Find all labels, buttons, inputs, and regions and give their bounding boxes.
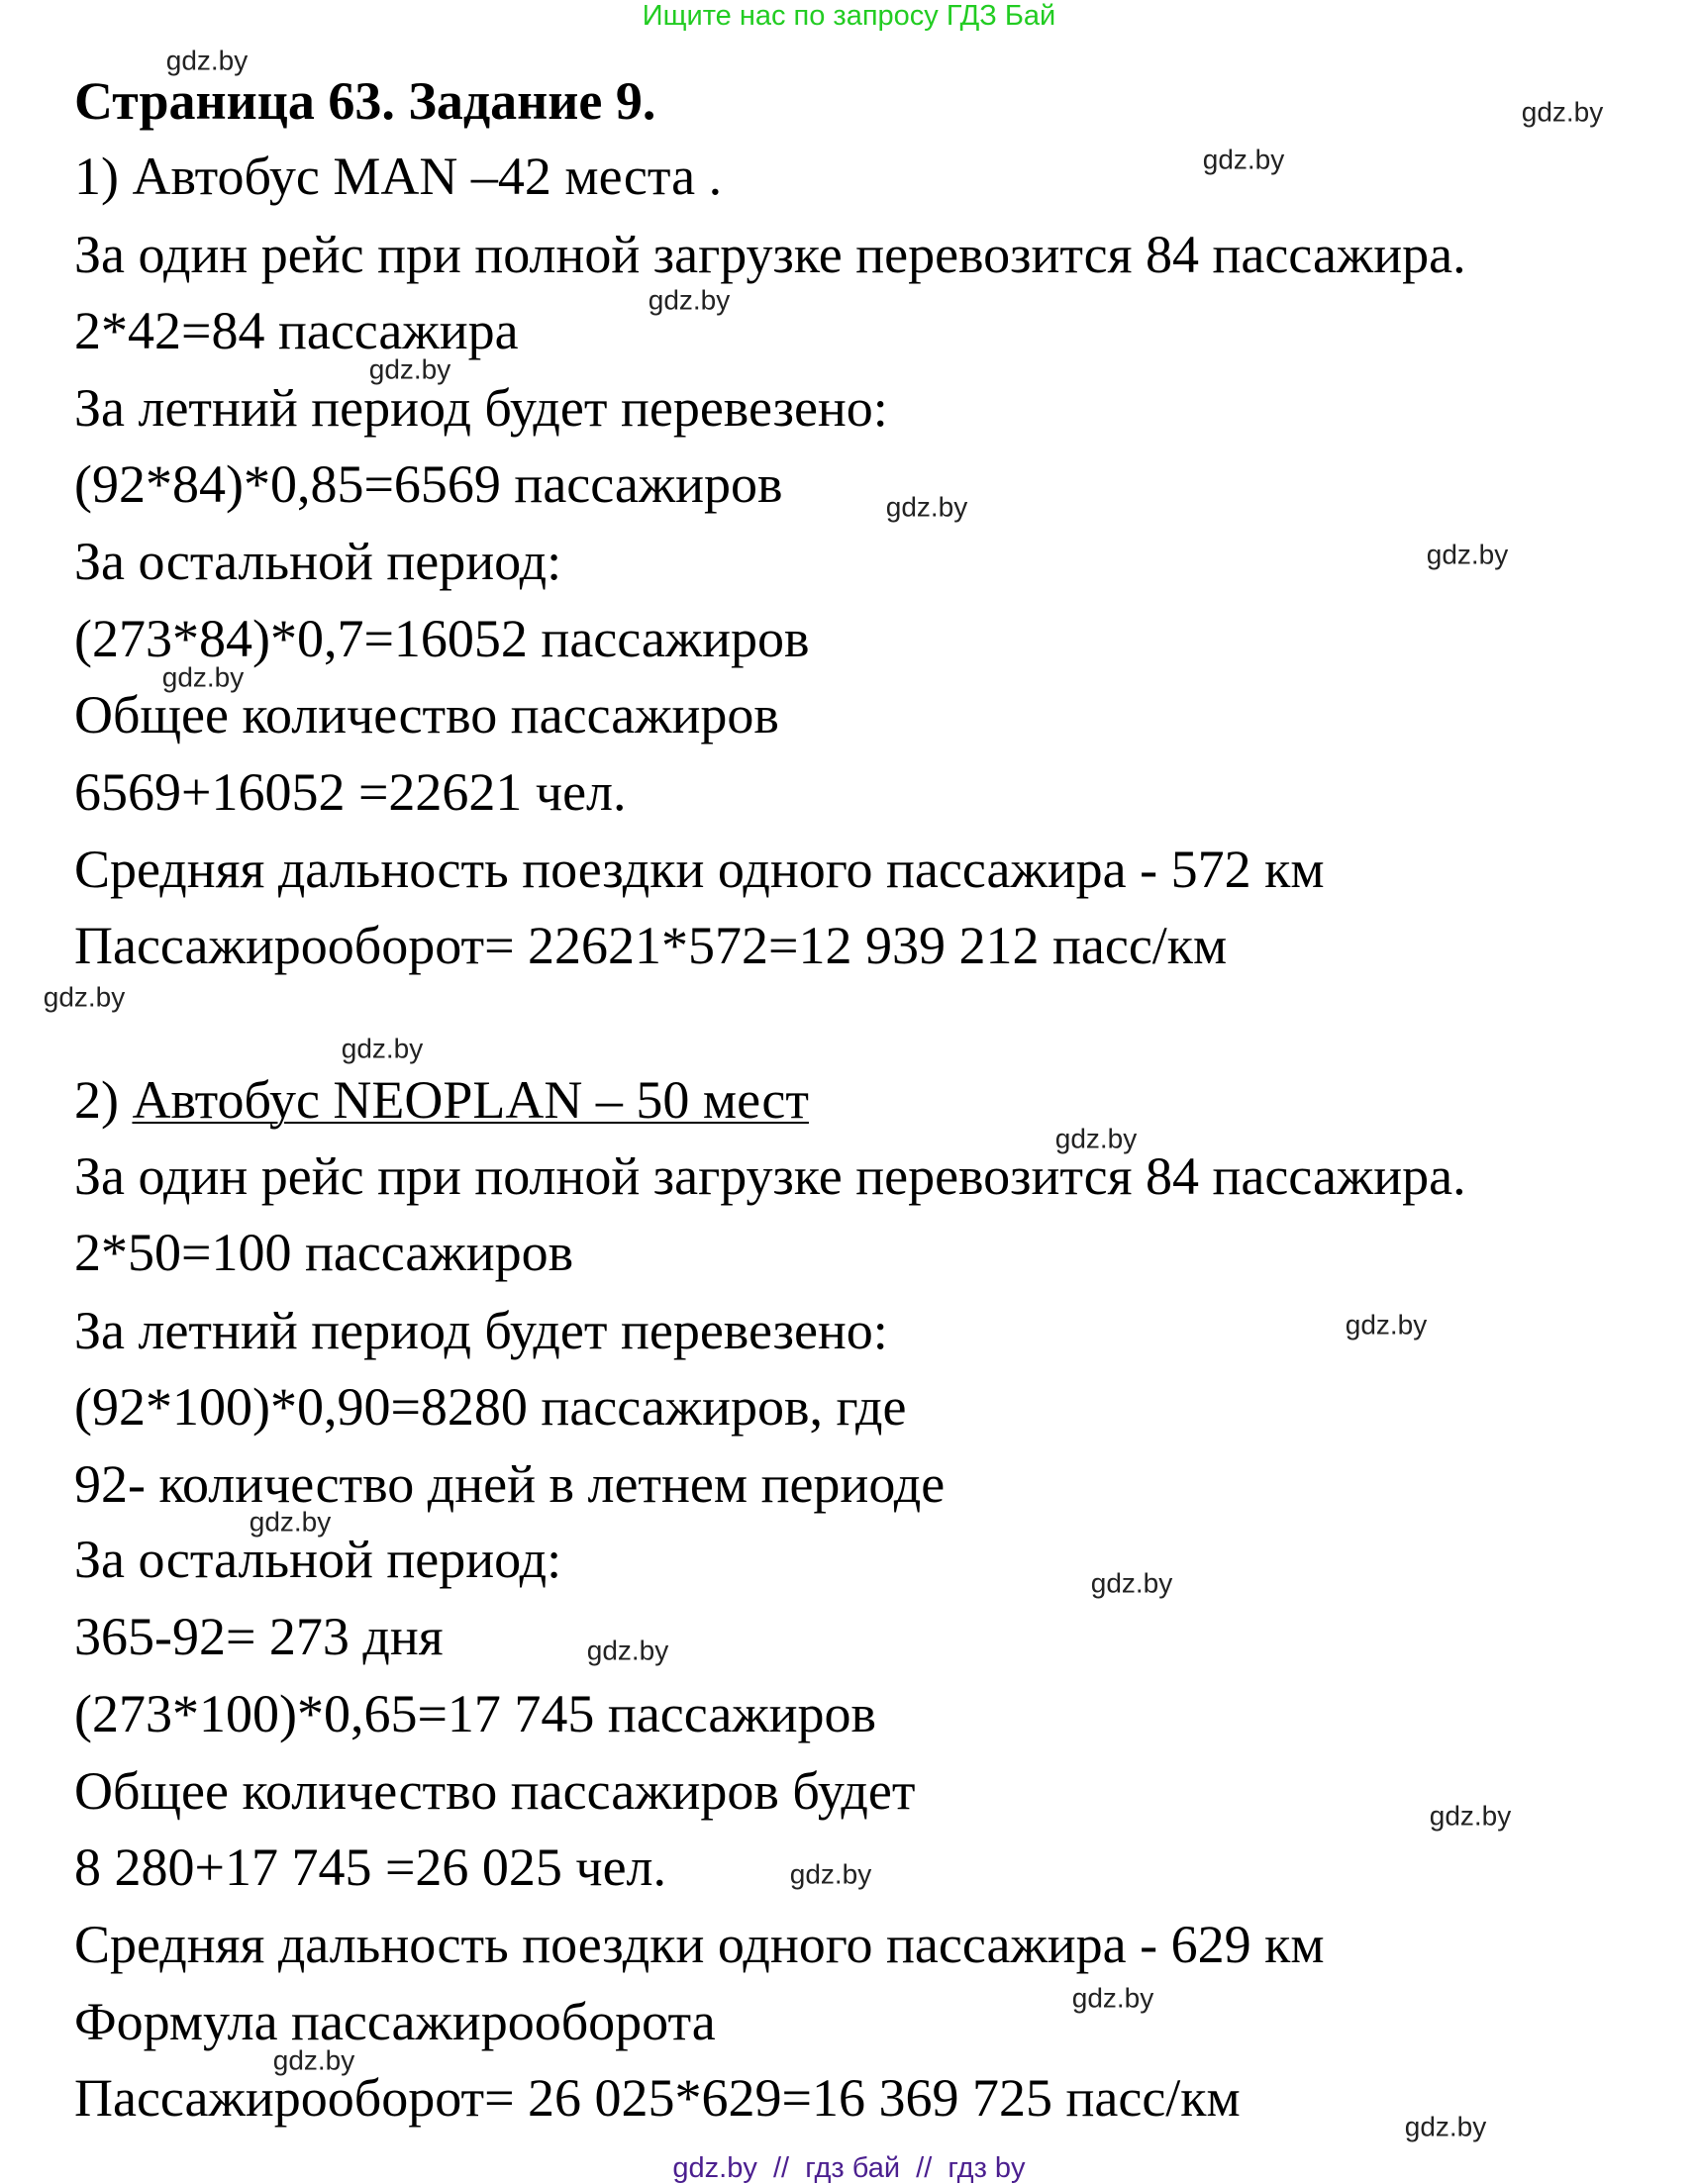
part1-line: Средняя дальность поездки одного пассажира - 572 км (74, 840, 1325, 899)
header-search-hint[interactable]: Ищите нас по запросу ГДЗ Бай (642, 0, 1056, 32)
watermark: gdz.by (165, 45, 249, 76)
watermark: gdz.by (1429, 1800, 1512, 1832)
part2-heading-prefix: 2) (74, 1070, 133, 1130)
part2-line: (92*100)*0,90=8280 пассажиров, где (74, 1377, 907, 1437)
part2-line: 365-92= 273 дня (74, 1607, 444, 1666)
part2-heading-title: Автобус NEOPLAN – 50 мест (132, 1070, 809, 1130)
part2-line: Пассажирооборот= 26 025*629=16 369 725 пасс/км (74, 2068, 1241, 2128)
part1-line: Пассажирооборот= 22621*572=12 939 212 пасс/км (74, 916, 1228, 975)
watermark: gdz.by (1345, 1309, 1428, 1340)
part1-line: За летний период будет перевезено: (74, 378, 888, 438)
part1-line: (92*84)*0,85=6569 пассажиров (74, 454, 783, 514)
watermark: gdz.by (43, 981, 126, 1013)
watermark: gdz.by (885, 491, 968, 523)
watermark: gdz.by (648, 284, 731, 316)
watermark: gdz.by (1521, 96, 1604, 128)
page-title: Страница 63. Задание 9. (74, 71, 656, 131)
part2-line: За остальной период: (74, 1530, 562, 1589)
part2-heading (74, 1070, 809, 1130)
part2-line: Средняя дальность поездки одного пассажира - 629 км (74, 1915, 1325, 1974)
watermark: gdz.by (586, 1635, 669, 1666)
part2-line: Общее количество пассажиров будет (74, 1761, 916, 1821)
watermark: gdz.by (1404, 2111, 1487, 2142)
part2-line: Формула пассажирооборота (74, 1992, 716, 2051)
watermark: gdz.by (1426, 539, 1509, 570)
part1-line: За остальной период: (74, 532, 562, 591)
part2-line: (273*100)*0,65=17 745 пассажиров (74, 1684, 877, 1743)
part2-line: За летний период будет перевезено: (74, 1301, 888, 1360)
part2-line: 92- количество дней в летнем периоде (74, 1454, 946, 1514)
watermark: gdz.by (1202, 144, 1285, 175)
watermark: gdz.by (272, 2044, 355, 2076)
watermark: gdz.by (1071, 1982, 1154, 2014)
watermark: gdz.by (161, 661, 245, 693)
part1-line: 2*42=84 пассажира (74, 301, 519, 360)
part1-line: Общее количество пассажиров (74, 685, 779, 745)
part2-line: 2*50=100 пассажиров (74, 1223, 574, 1282)
part2-line: За один рейс при полной загрузке перевозится 84 пассажира. (74, 1146, 1466, 1206)
watermark: gdz.by (1054, 1123, 1138, 1154)
watermark: gdz.by (341, 1033, 424, 1064)
part1-line: (273*84)*0,7=16052 пассажиров (74, 609, 810, 668)
part2-line: 8 280+17 745 =26 025 чел. (74, 1837, 666, 1897)
watermark: gdz.by (368, 353, 451, 385)
watermark: gdz.by (1090, 1567, 1173, 1599)
part1-line: 1) Автобус MAN –42 места . (74, 147, 723, 206)
watermark: gdz.by (249, 1506, 332, 1538)
part1-line: 6569+16052 =22621 чел. (74, 762, 627, 822)
footer-links[interactable]: gdz.by // гдз бай // гдз by (672, 2152, 1026, 2184)
part1-line: За один рейс при полной загрузке перевозится 84 пассажира. (74, 225, 1466, 284)
watermark: gdz.by (789, 1858, 872, 1890)
